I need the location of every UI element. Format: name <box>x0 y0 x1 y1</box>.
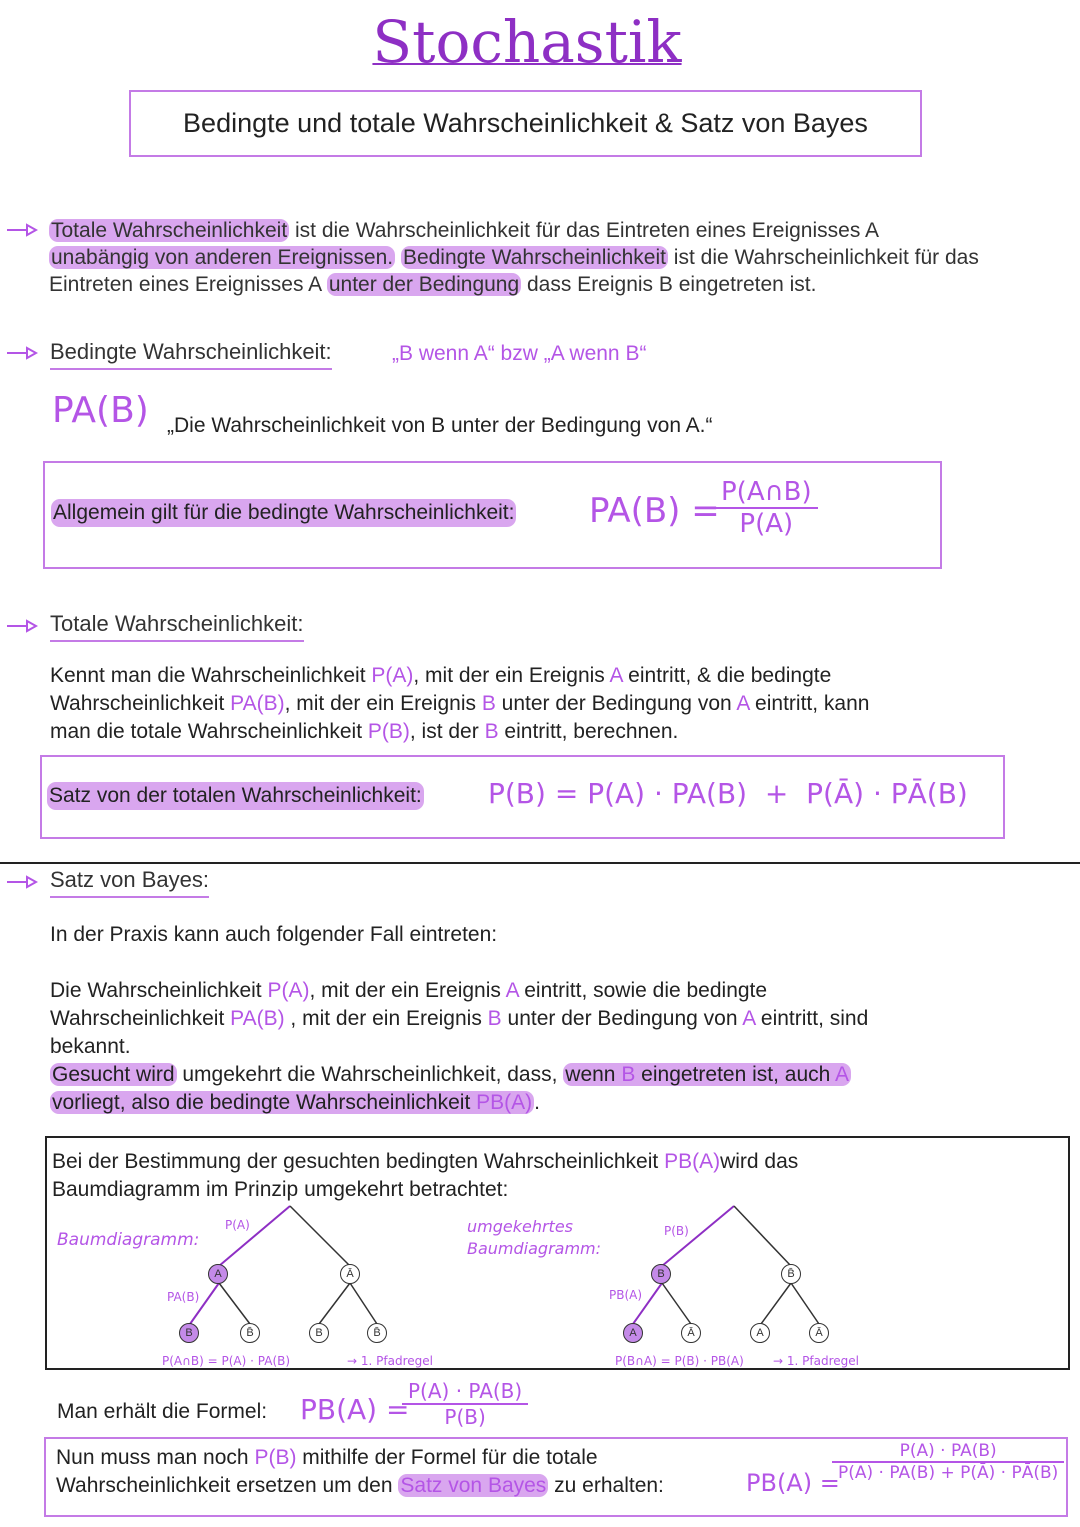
tree-box-line: Baumdiagramm im Prinzip umgekehrt betrachtet: <box>52 1178 509 1201</box>
tree-box-line: wird das <box>720 1150 799 1173</box>
bedingt-aside: „B wenn A“ bzw „A wenn B“ <box>392 342 647 365</box>
final-text-part: Wahrscheinlichkeit ersetzen um den <box>56 1474 399 1497</box>
fraction-denominator: P(B) <box>444 1405 486 1429</box>
total-text: Kennt man die Wahrscheinlichkeit <box>50 664 372 687</box>
total-text: , ist der <box>409 720 485 743</box>
arrow-icon <box>6 874 38 890</box>
total-var: P(B) <box>367 720 410 743</box>
bayes-text: eintritt, sind <box>755 1007 869 1030</box>
fraction-numerator: P(A) · PA(B) <box>402 1379 528 1405</box>
final-text-part: zu erhalten: <box>548 1474 664 1497</box>
bayes-highlight: wenn <box>565 1063 622 1086</box>
bayes-text: Die Wahrscheinlichkeit <box>50 979 268 1002</box>
notation-desc: „Die Wahrscheinlichkeit von B unter der Bedingung von A.“ <box>167 414 713 437</box>
section-heading-bedingt: Bedingte Wahrscheinlichkeit: <box>50 338 332 370</box>
fraction-numerator: P(A∩B) <box>715 477 818 509</box>
tree1-node: Ā <box>340 1264 360 1284</box>
box-formula-fraction <box>715 477 818 539</box>
final-text-part: Nun muss man noch <box>56 1446 255 1469</box>
arrow-icon <box>6 222 38 238</box>
intro-paragraph <box>49 217 1059 298</box>
bayes-highlight: Gesucht wird <box>52 1063 175 1086</box>
tree2-node: A <box>623 1323 643 1343</box>
tree1-pab-label: PA(B) <box>167 1290 200 1304</box>
section-heading-total: Totale Wahrscheinlichkeit: <box>50 610 304 642</box>
box-label: Allgemein gilt für die bedingte Wahrscheinlichkeit: <box>51 499 516 527</box>
tree-box <box>45 1136 1070 1370</box>
intro-highlight: unter der Bedingung <box>328 273 520 296</box>
total-text: eintritt, berechnen. <box>498 720 679 743</box>
bayes-intro: In der Praxis kann auch folgender Fall eintreten: <box>50 923 498 946</box>
intro-text: Eintreten eines Ereignisses A <box>49 273 327 296</box>
tree2-rule-note: → 1. Pfadregel <box>773 1354 859 1368</box>
bayes-highlight: vorliegt, also die bedingte Wahrscheinlichkeit <box>52 1091 477 1114</box>
total-text: Wahrscheinlichkeit <box>50 692 231 715</box>
bayes-var: P(A) <box>267 979 310 1002</box>
final-fraction <box>832 1441 1064 1483</box>
tree2-pba-label: PB(A) <box>609 1288 643 1302</box>
total-text: man die totale Wahrscheinlichkeit <box>50 720 368 743</box>
tree1-node: B̄ <box>367 1323 387 1343</box>
fraction-numerator: P(A) · PA(B) <box>832 1441 1064 1463</box>
total-var: B <box>484 720 499 743</box>
formula-box-total <box>40 755 1005 839</box>
total-text: unter der Bedingung von <box>495 692 737 715</box>
total-text: , mit der ein Ereignis <box>284 692 482 715</box>
tree2-node: Ā <box>681 1323 701 1343</box>
intro-text: ist die Wahrscheinlichkeit für das Eintreten eines Ereignisses A <box>289 219 880 242</box>
formula-fraction <box>402 1379 528 1429</box>
fraction-denominator: P(A) · PA(B) + P(Ā) · PĀ(B) <box>838 1463 1059 1483</box>
formula-lhs: PB(A) = <box>300 1393 410 1426</box>
bayes-text: unter der Bedingung von <box>501 1007 743 1030</box>
final-var: P(B) <box>254 1446 297 1469</box>
tree2-label-line: Baumdiagramm: <box>467 1239 602 1258</box>
total-text: eintritt, kann <box>749 692 870 715</box>
total-var: P(A) <box>371 664 414 687</box>
total-paragraph <box>50 662 1050 746</box>
tree1-rule-note: → 1. Pfadregel <box>347 1354 433 1368</box>
bayes-text: eintritt, sowie die bedingte <box>518 979 768 1002</box>
total-var: PA(B) <box>230 692 285 715</box>
final-text-part: mithilfe der Formel für die totale <box>296 1446 598 1469</box>
intro-text: dass Ereignis B eingetreten ist. <box>521 273 817 296</box>
bayes-var: PA(B) <box>230 1007 285 1030</box>
tree1-node: B̄ <box>240 1323 260 1343</box>
tree1-node: B <box>309 1323 329 1343</box>
tree1-label: Baumdiagramm: <box>57 1230 200 1250</box>
arrow-icon <box>6 618 38 634</box>
bayes-var: PB(A) <box>476 1091 533 1114</box>
tree2-rule: P(B∩A) = P(B) · PB(A) <box>615 1354 744 1368</box>
tree2-node: B <box>651 1264 671 1284</box>
bayes-text: bekannt. <box>50 1035 131 1058</box>
section-heading-bayes: Satz von Bayes: <box>50 866 209 898</box>
subtitle-box <box>129 90 922 157</box>
intro-text: ist die Wahrscheinlichkeit für das <box>667 246 979 269</box>
bayes-highlight: eingetreten ist, auch <box>635 1063 835 1086</box>
box-formula-lhs: PA(B) = <box>589 491 720 531</box>
final-lhs: PB(A) = <box>746 1469 840 1497</box>
page-title: Stochastik <box>372 8 682 76</box>
tree1-node: B <box>179 1323 199 1343</box>
bayes-var: B <box>621 1063 636 1086</box>
total-var: B <box>481 692 496 715</box>
bayes-paragraph <box>50 977 1060 1117</box>
tree1-pa-label: P(A) <box>225 1218 250 1232</box>
formula-label: Man erhält die Formel: <box>57 1400 268 1423</box>
final-highlight: Satz von Bayes <box>400 1474 547 1497</box>
bayes-var: A <box>834 1063 849 1086</box>
term-totale: Totale Wahrscheinlichkeit <box>51 219 288 242</box>
bayes-text: Wahrscheinlichkeit <box>50 1007 231 1030</box>
tree-box-var: PB(A) <box>664 1150 721 1173</box>
fraction-denominator: P(A) <box>739 509 794 539</box>
total-formula: P(B) = P(A) · PA(B) + P(Ā) · PĀ(B) <box>488 777 968 810</box>
bayes-var: B <box>487 1007 502 1030</box>
arrow-icon <box>6 345 38 361</box>
formula-box-bedingt <box>43 461 942 569</box>
total-var: A <box>736 692 750 715</box>
bayes-text: , mit der ein Ereignis <box>309 979 506 1002</box>
tree2-label <box>467 1216 601 1260</box>
term-bedingte: Bedingte Wahrscheinlichkeit <box>402 246 666 269</box>
total-var: A <box>609 664 623 687</box>
tree1-rule: P(A∩B) = P(A) · PA(B) <box>162 1354 291 1368</box>
box-label: Satz von der totalen Wahrscheinlichkeit: <box>47 782 424 810</box>
total-text: eintritt, & die bedingte <box>622 664 832 687</box>
tree-box-line: Bei der Bestimmung der gesuchten bedingten Wahrscheinlichkeit <box>52 1150 665 1173</box>
final-box <box>44 1437 1068 1517</box>
bayes-text: umgekehrt die Wahrscheinlichkeit, dass, <box>176 1063 564 1086</box>
tree2-node: A <box>750 1323 770 1343</box>
notation-pab: PA(B) <box>52 390 149 431</box>
final-text <box>56 1444 664 1500</box>
intro-highlight: unabängig von anderen Ereignissen. <box>51 246 394 269</box>
bayes-text: , mit der ein Ereignis <box>284 1007 488 1030</box>
bayes-text: . <box>534 1091 540 1114</box>
tree2-node: Ā <box>809 1323 829 1343</box>
total-text: , mit der ein Ereignis <box>413 664 610 687</box>
bayes-var: A <box>742 1007 756 1030</box>
tree1-node: A <box>208 1264 228 1284</box>
tree2-label-line: umgekehrtes <box>467 1217 574 1236</box>
tree2-pb-label: P(B) <box>664 1224 689 1238</box>
bayes-var: A <box>505 979 519 1002</box>
section-divider <box>0 862 1080 864</box>
tree2-node: B̄ <box>781 1264 801 1284</box>
subtitle: Bedingte und totale Wahrscheinlichkeit & Satz von Bayes <box>183 108 868 138</box>
